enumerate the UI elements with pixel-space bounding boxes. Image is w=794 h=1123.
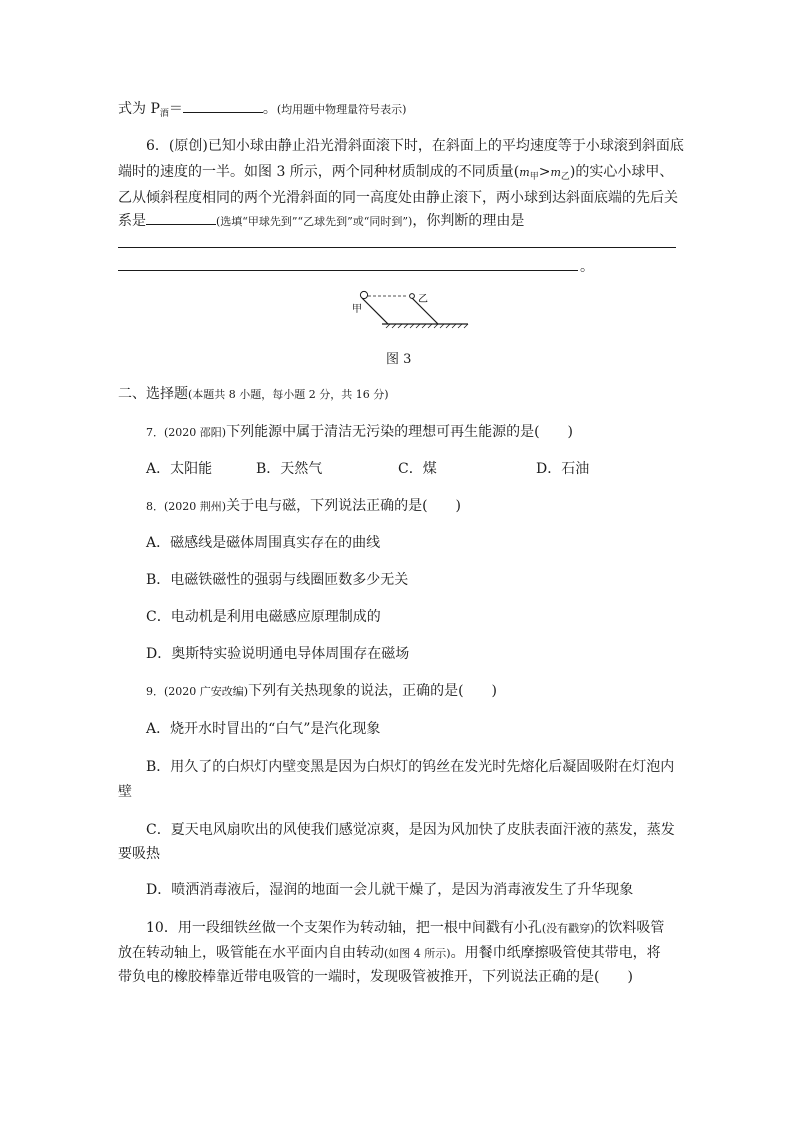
incline-jia (362, 298, 388, 324)
q5-formula-subscript: 酒 (159, 109, 169, 119)
label-jia: 甲 (352, 304, 362, 315)
q5-tail-line: 式为 $P_酒=$ 。(均用题中物理量符号表示) (118, 98, 406, 124)
q8-option-b[interactable]: B．电磁铁磁性的强弱与线圈匝数多少无关 (146, 572, 409, 588)
q9-option-d[interactable]: D．喷洒消毒液后，湿润的地面一会儿就干燥了，是因为消毒液发生了升华现象 (146, 882, 634, 898)
q7-option-d[interactable]: D．石油 (536, 461, 590, 477)
q6-line-1: 6．(原创)已知小球由静止沿光滑斜面滚下时，在斜面上的平均速度等于小球滚到斜面底 (146, 138, 684, 154)
q9-stem: 9．(2020 广安改编)下列有关热现象的说法，正确的是( ) (146, 683, 498, 699)
q9-option-a[interactable]: A．烧开水时冒出的“白气”是汽化现象 (146, 721, 381, 737)
q8-option-d[interactable]: D．奥斯特实验说明通电导体周围存在磁场 (146, 646, 410, 662)
q8-option-c[interactable]: C．电动机是利用电磁感应原理制成的 (146, 609, 381, 625)
section-2-title: 二、选择题 (118, 386, 188, 402)
q7-option-c[interactable]: C．煤 (398, 461, 437, 477)
figure-3-incline-diagram (348, 288, 472, 334)
ball-jia (360, 291, 367, 298)
q6-end-period: 。 (580, 259, 594, 275)
q5-equals: ＝ (168, 101, 183, 117)
q6-fill-note: (选填“甲球先到”“乙球先到”或“同时到”) (216, 215, 413, 228)
q10-line-3: 带负电的橡胶棒靠近带电吸管的一端时，发现吸管被推开，下列说法正确的是( ) (118, 969, 633, 985)
q9-option-c-line-2[interactable]: 要吸热 (118, 846, 160, 862)
q6-reason-line-2[interactable] (118, 270, 578, 271)
ground-hatching (386, 324, 468, 328)
q5-formula-prefix: 式为 P (118, 101, 160, 117)
q10-line-2: 放在转动轴上，吸管能在水平面内自由转动(如图 4 所示)。用餐巾纸摩擦吸管使其带电，将 (118, 945, 661, 961)
q6-line-4: 系是 (选填“甲球先到”“乙球先到”或“同时到”)，你判断的理由是 (118, 210, 524, 232)
q8-stem: 8．(2020 荆州)关于电与磁，下列说法正确的是( ) (146, 498, 462, 514)
q10-line-1: 10．用一段细铁丝做一个支架作为转动轴，把一根中间戳有小孔(没有戳穿)的饮料吸管 (146, 920, 665, 936)
q9-option-b-line-1[interactable]: B．用久了的白炽灯内壁变黑是因为白炽灯的钨丝在发光时先熔化后凝固吸附在灯泡内 (146, 759, 675, 775)
q7-option-b[interactable]: B．天然气 (256, 461, 323, 477)
q8-option-a[interactable]: A．磁感线是磁体周围真实存在的曲线 (146, 535, 381, 551)
q6-line-2: 端时的速度的一半。如图 3 所示，两个同种材质制成的不同质量$(m_甲>m_乙)$的实心小球甲、 (118, 164, 674, 182)
q9-option-c-line-1[interactable]: C．夏天电风扇吹出的风使我们感觉凉爽，是因为风加快了皮肤表面汗液的蒸发，蒸发 (146, 822, 675, 838)
q7-stem: 7．(2020 邵阳)下列能源中属于清洁无污染的理想可再生能源的是( ) (146, 424, 574, 440)
q6-reason-line-1[interactable] (118, 247, 676, 248)
q5-note: (均用题中物理量符号表示) (276, 103, 407, 116)
ball-yi (410, 294, 415, 299)
section-2-heading (118, 384, 389, 405)
q6-answer-blank[interactable] (146, 210, 216, 225)
q9-option-b-line-2[interactable]: 壁 (118, 784, 132, 800)
q6-line-3: 乙从倾斜程度相同的两个光滑斜面的同一高度处由静止滚下，两小球到达斜面底端的先后关 (118, 190, 678, 206)
label-yi: 乙 (418, 294, 428, 305)
q7-option-a[interactable]: A．太阳能 (146, 461, 213, 477)
figure-3-caption: 图 3 (386, 352, 412, 367)
section-2-note: (本题共 8 小题，每小题 2 分，共 16 分) (188, 388, 389, 401)
q5-answer-blank[interactable] (183, 98, 263, 113)
